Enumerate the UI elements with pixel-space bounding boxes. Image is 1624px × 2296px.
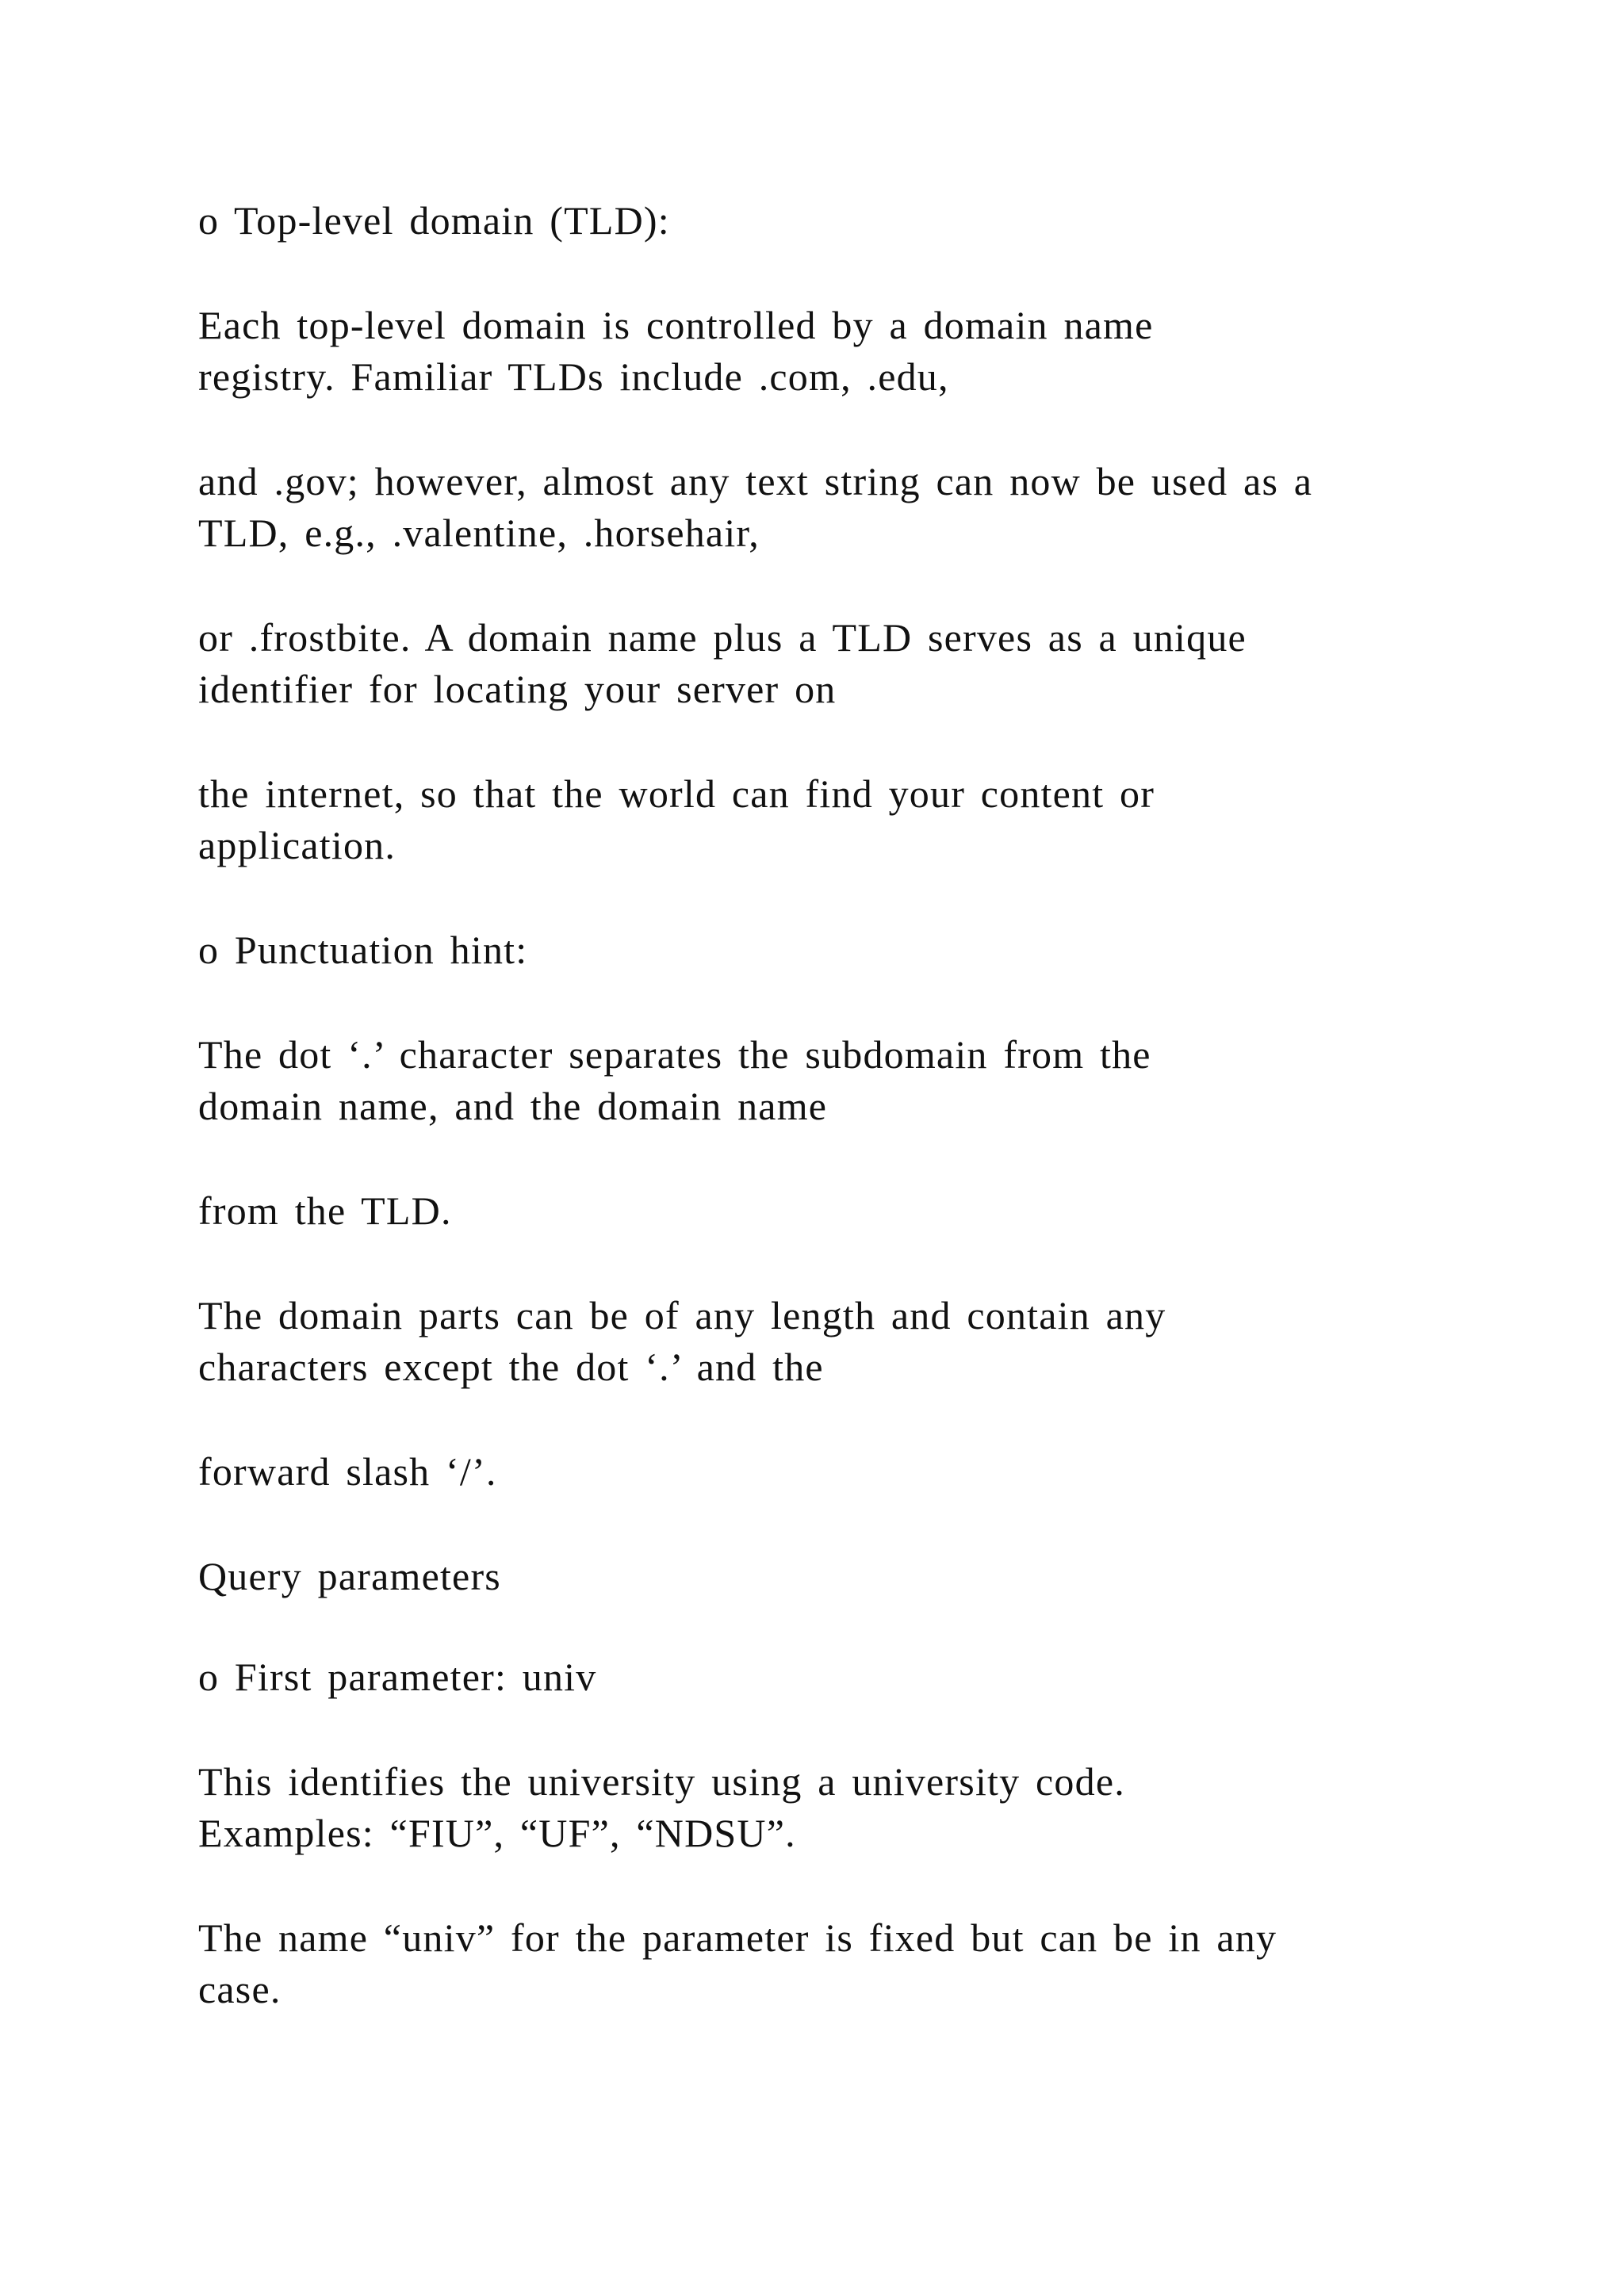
- text-line: and .gov; however, almost any text string can now be used as a: [198, 459, 1313, 503]
- text-line: This identifies the university using a university code.: [198, 1759, 1125, 1804]
- text-line: The domain parts can be of any length and contain any: [198, 1293, 1166, 1337]
- text-line: from the TLD.: [198, 1188, 452, 1233]
- text-line: application.: [198, 823, 396, 867]
- text-line: or .frostbite. A domain name plus a TLD serves as a unique: [198, 615, 1247, 660]
- text-line: Examples: “FIU”, “UF”, “NDSU”.: [198, 1811, 796, 1855]
- text-line: identifier for locating your server on: [198, 667, 837, 711]
- text-line: Each top-level domain is controlled by a domain name: [198, 303, 1154, 347]
- text-line: The dot ‘.’ character separates the subdomain from the: [198, 1032, 1151, 1077]
- text-line: o Punctuation hint:: [198, 928, 528, 972]
- text-line: o First parameter: univ: [198, 1655, 597, 1699]
- text-line: domain name, and the domain name: [198, 1084, 828, 1128]
- text-line: The name “univ” for the parameter is fixed but can be in any: [198, 1915, 1277, 1960]
- text-line: case.: [198, 1967, 282, 2011]
- text-line: the internet, so that the world can find your content or: [198, 771, 1155, 816]
- text-line: registry. Familiar TLDs include .com, .edu,: [198, 354, 949, 399]
- text-line: o Top-level domain (TLD):: [198, 198, 670, 243]
- text-line: forward slash ‘/’.: [198, 1449, 497, 1494]
- text-line: Query parameters: [198, 1554, 501, 1598]
- text-line: TLD, e.g., .valentine, .horsehair,: [198, 511, 760, 555]
- text-line: characters except the dot ‘.’ and the: [198, 1345, 824, 1389]
